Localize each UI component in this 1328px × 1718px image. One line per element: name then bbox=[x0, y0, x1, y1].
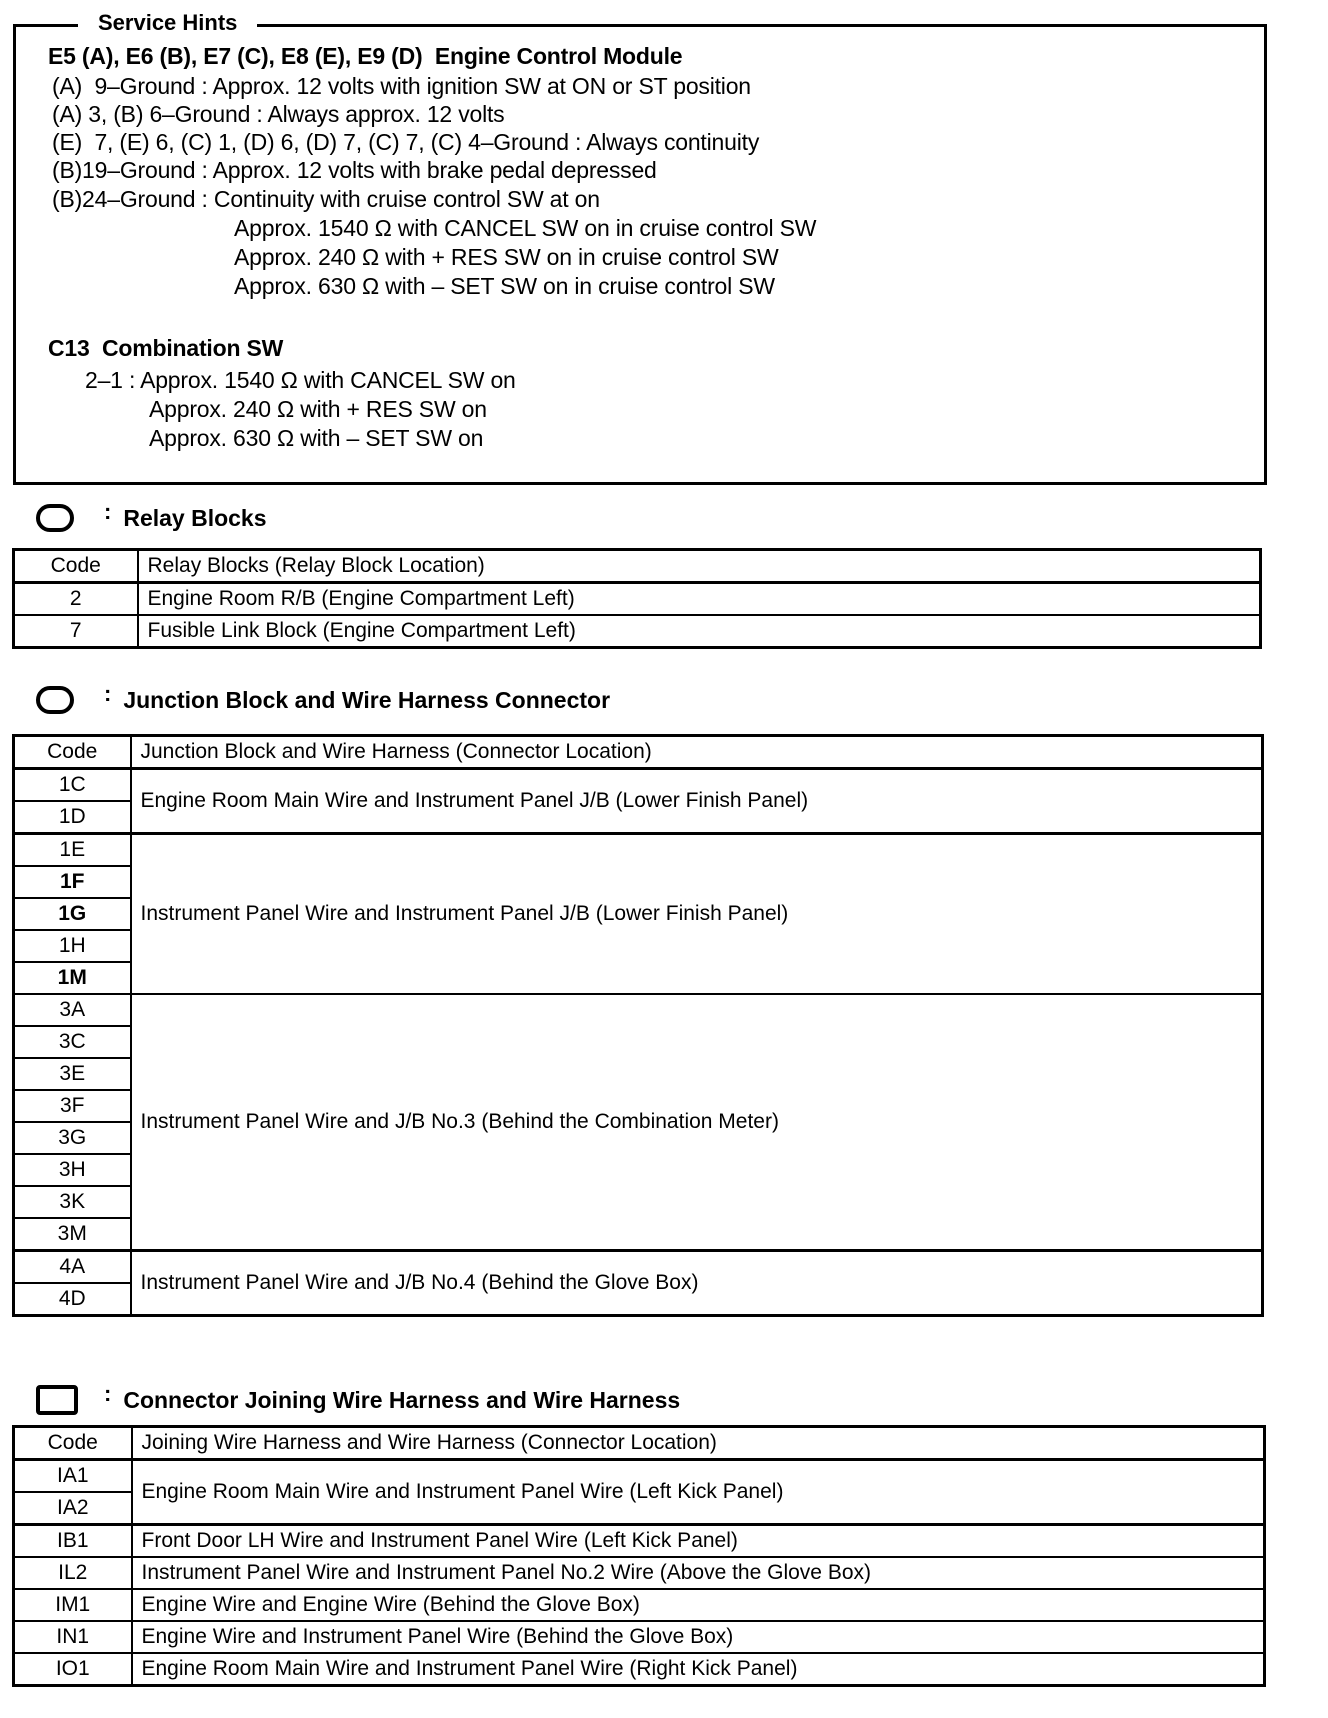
row-desc: Engine Room R/B (Engine Compartment Left) bbox=[138, 583, 1261, 616]
row-code: IL2 bbox=[14, 1557, 132, 1589]
row-desc: Engine Room Main Wire and Instrument Panel Wire (Left Kick Panel) bbox=[132, 1460, 1265, 1525]
row-code: 3C bbox=[14, 1026, 131, 1058]
ecm-line: (B)24–Ground : Continuity with cruise control SW at on bbox=[52, 186, 600, 212]
section-colon: : bbox=[104, 681, 112, 706]
ecm-line: (E) 7, (E) 6, (C) 1, (D) 6, (D) 7, (C) 7, (C) 4–Ground : Always continuity bbox=[52, 129, 760, 155]
row-code: IA2 bbox=[14, 1492, 132, 1525]
table-row bbox=[14, 1251, 1263, 1284]
header-code: Code bbox=[14, 550, 138, 583]
table-header-row bbox=[14, 1427, 1265, 1460]
row-code: IA1 bbox=[14, 1460, 132, 1493]
table-row bbox=[14, 1525, 1265, 1558]
table-header-row bbox=[14, 736, 1263, 769]
table-row bbox=[14, 1589, 1265, 1621]
row-code: IM1 bbox=[14, 1589, 132, 1621]
relay-block-symbol-icon bbox=[36, 504, 74, 532]
row-code: 3M bbox=[14, 1218, 131, 1251]
row-desc: Fusible Link Block (Engine Compartment Left) bbox=[138, 615, 1261, 648]
table-row bbox=[14, 1460, 1265, 1493]
section-colon: : bbox=[104, 1381, 112, 1406]
row-code: 3E bbox=[14, 1058, 131, 1090]
table-row bbox=[14, 1557, 1265, 1589]
ecm-line: (A) 3, (B) 6–Ground : Always approx. 12 volts bbox=[52, 101, 505, 127]
header-desc: Junction Block and Wire Harness (Connector Location) bbox=[131, 736, 1263, 769]
row-code: IB1 bbox=[14, 1525, 132, 1558]
section-colon: : bbox=[104, 499, 112, 524]
row-desc: Instrument Panel Wire and Instrument Panel No.2 Wire (Above the Glove Box) bbox=[132, 1557, 1265, 1589]
table-row bbox=[14, 994, 1263, 1026]
section-title: Junction Block and Wire Harness Connector bbox=[123, 686, 611, 713]
table-row bbox=[14, 1653, 1265, 1686]
row-desc: Engine Wire and Instrument Panel Wire (Behind the Glove Box) bbox=[132, 1621, 1265, 1653]
table-row bbox=[14, 834, 1263, 867]
junction-blocks-header bbox=[36, 682, 610, 718]
header-desc: Relay Blocks (Relay Block Location) bbox=[138, 550, 1261, 583]
row-code: 3F bbox=[14, 1090, 131, 1122]
row-code: 1H bbox=[14, 930, 131, 962]
row-code: 1E bbox=[14, 834, 131, 867]
row-code: 1G bbox=[14, 898, 131, 930]
combination-sw-line: Approx. 240 Ω with + RES SW on bbox=[149, 396, 487, 422]
row-code: 2 bbox=[14, 583, 138, 616]
relay-blocks-header bbox=[36, 500, 267, 536]
table-header-row bbox=[14, 550, 1261, 583]
row-desc: Front Door LH Wire and Instrument Panel Wire (Left Kick Panel) bbox=[132, 1525, 1265, 1558]
row-code: 1F bbox=[14, 866, 131, 898]
row-code: 4D bbox=[14, 1283, 131, 1316]
row-code: 3A bbox=[14, 994, 131, 1026]
combination-sw-line: Approx. 630 Ω with – SET SW on bbox=[149, 425, 484, 451]
relay-blocks-table bbox=[12, 548, 1262, 649]
connector-symbol-icon bbox=[36, 1385, 78, 1415]
ecm-heading: E5 (A), E6 (B), E7 (C), E8 (E), E9 (D) Engine Control Module bbox=[48, 43, 683, 69]
header-code: Code bbox=[14, 736, 131, 769]
row-code: 3G bbox=[14, 1122, 131, 1154]
row-desc: Engine Wire and Engine Wire (Behind the Glove Box) bbox=[132, 1589, 1265, 1621]
row-code: 1M bbox=[14, 962, 131, 994]
row-code: 4A bbox=[14, 1251, 131, 1284]
table-row bbox=[14, 583, 1261, 616]
junction-block-symbol-icon bbox=[36, 686, 74, 714]
row-code: 3H bbox=[14, 1154, 131, 1186]
ecm-line: (A) 9–Ground : Approx. 12 volts with ignition SW at ON or ST position bbox=[52, 73, 751, 99]
table-row bbox=[14, 615, 1261, 648]
connectors-header bbox=[36, 1382, 680, 1418]
row-code: 1D bbox=[14, 801, 131, 834]
ecm-line: Approx. 1540 Ω with CANCEL SW on in cruise control SW bbox=[234, 215, 817, 241]
combination-sw-line: 2–1 : Approx. 1540 Ω with CANCEL SW on bbox=[85, 367, 516, 393]
header-desc: Joining Wire Harness and Wire Harness (Connector Location) bbox=[132, 1427, 1265, 1460]
table-row bbox=[14, 769, 1263, 802]
ecm-line: Approx. 630 Ω with – SET SW on in cruise control SW bbox=[234, 273, 775, 299]
row-desc: Instrument Panel Wire and J/B No.4 (Behind the Glove Box) bbox=[131, 1251, 1263, 1316]
combination-sw-heading: C13 Combination SW bbox=[48, 335, 284, 361]
row-code: 3K bbox=[14, 1186, 131, 1218]
ecm-line: (B)19–Ground : Approx. 12 volts with brake pedal depressed bbox=[52, 157, 657, 183]
section-title: Relay Blocks bbox=[123, 504, 267, 531]
table-row bbox=[14, 1621, 1265, 1653]
header-code: Code bbox=[14, 1427, 132, 1460]
junction-blocks-table bbox=[12, 734, 1264, 1317]
row-desc: Instrument Panel Wire and Instrument Panel J/B (Lower Finish Panel) bbox=[131, 834, 1263, 995]
connectors-table bbox=[12, 1425, 1266, 1687]
row-code: IN1 bbox=[14, 1621, 132, 1653]
row-desc: Engine Room Main Wire and Instrument Panel Wire (Right Kick Panel) bbox=[132, 1653, 1265, 1686]
section-title: Connector Joining Wire Harness and Wire Harness bbox=[123, 1386, 681, 1413]
row-code: 1C bbox=[14, 769, 131, 802]
row-desc: Engine Room Main Wire and Instrument Panel J/B (Lower Finish Panel) bbox=[131, 769, 1263, 834]
ecm-line: Approx. 240 Ω with + RES SW on in cruise control SW bbox=[234, 244, 779, 270]
service-hints-title: Service Hints bbox=[78, 8, 257, 38]
row-code: 7 bbox=[14, 615, 138, 648]
row-code: IO1 bbox=[14, 1653, 132, 1686]
row-desc: Instrument Panel Wire and J/B No.3 (Behind the Combination Meter) bbox=[131, 994, 1263, 1251]
